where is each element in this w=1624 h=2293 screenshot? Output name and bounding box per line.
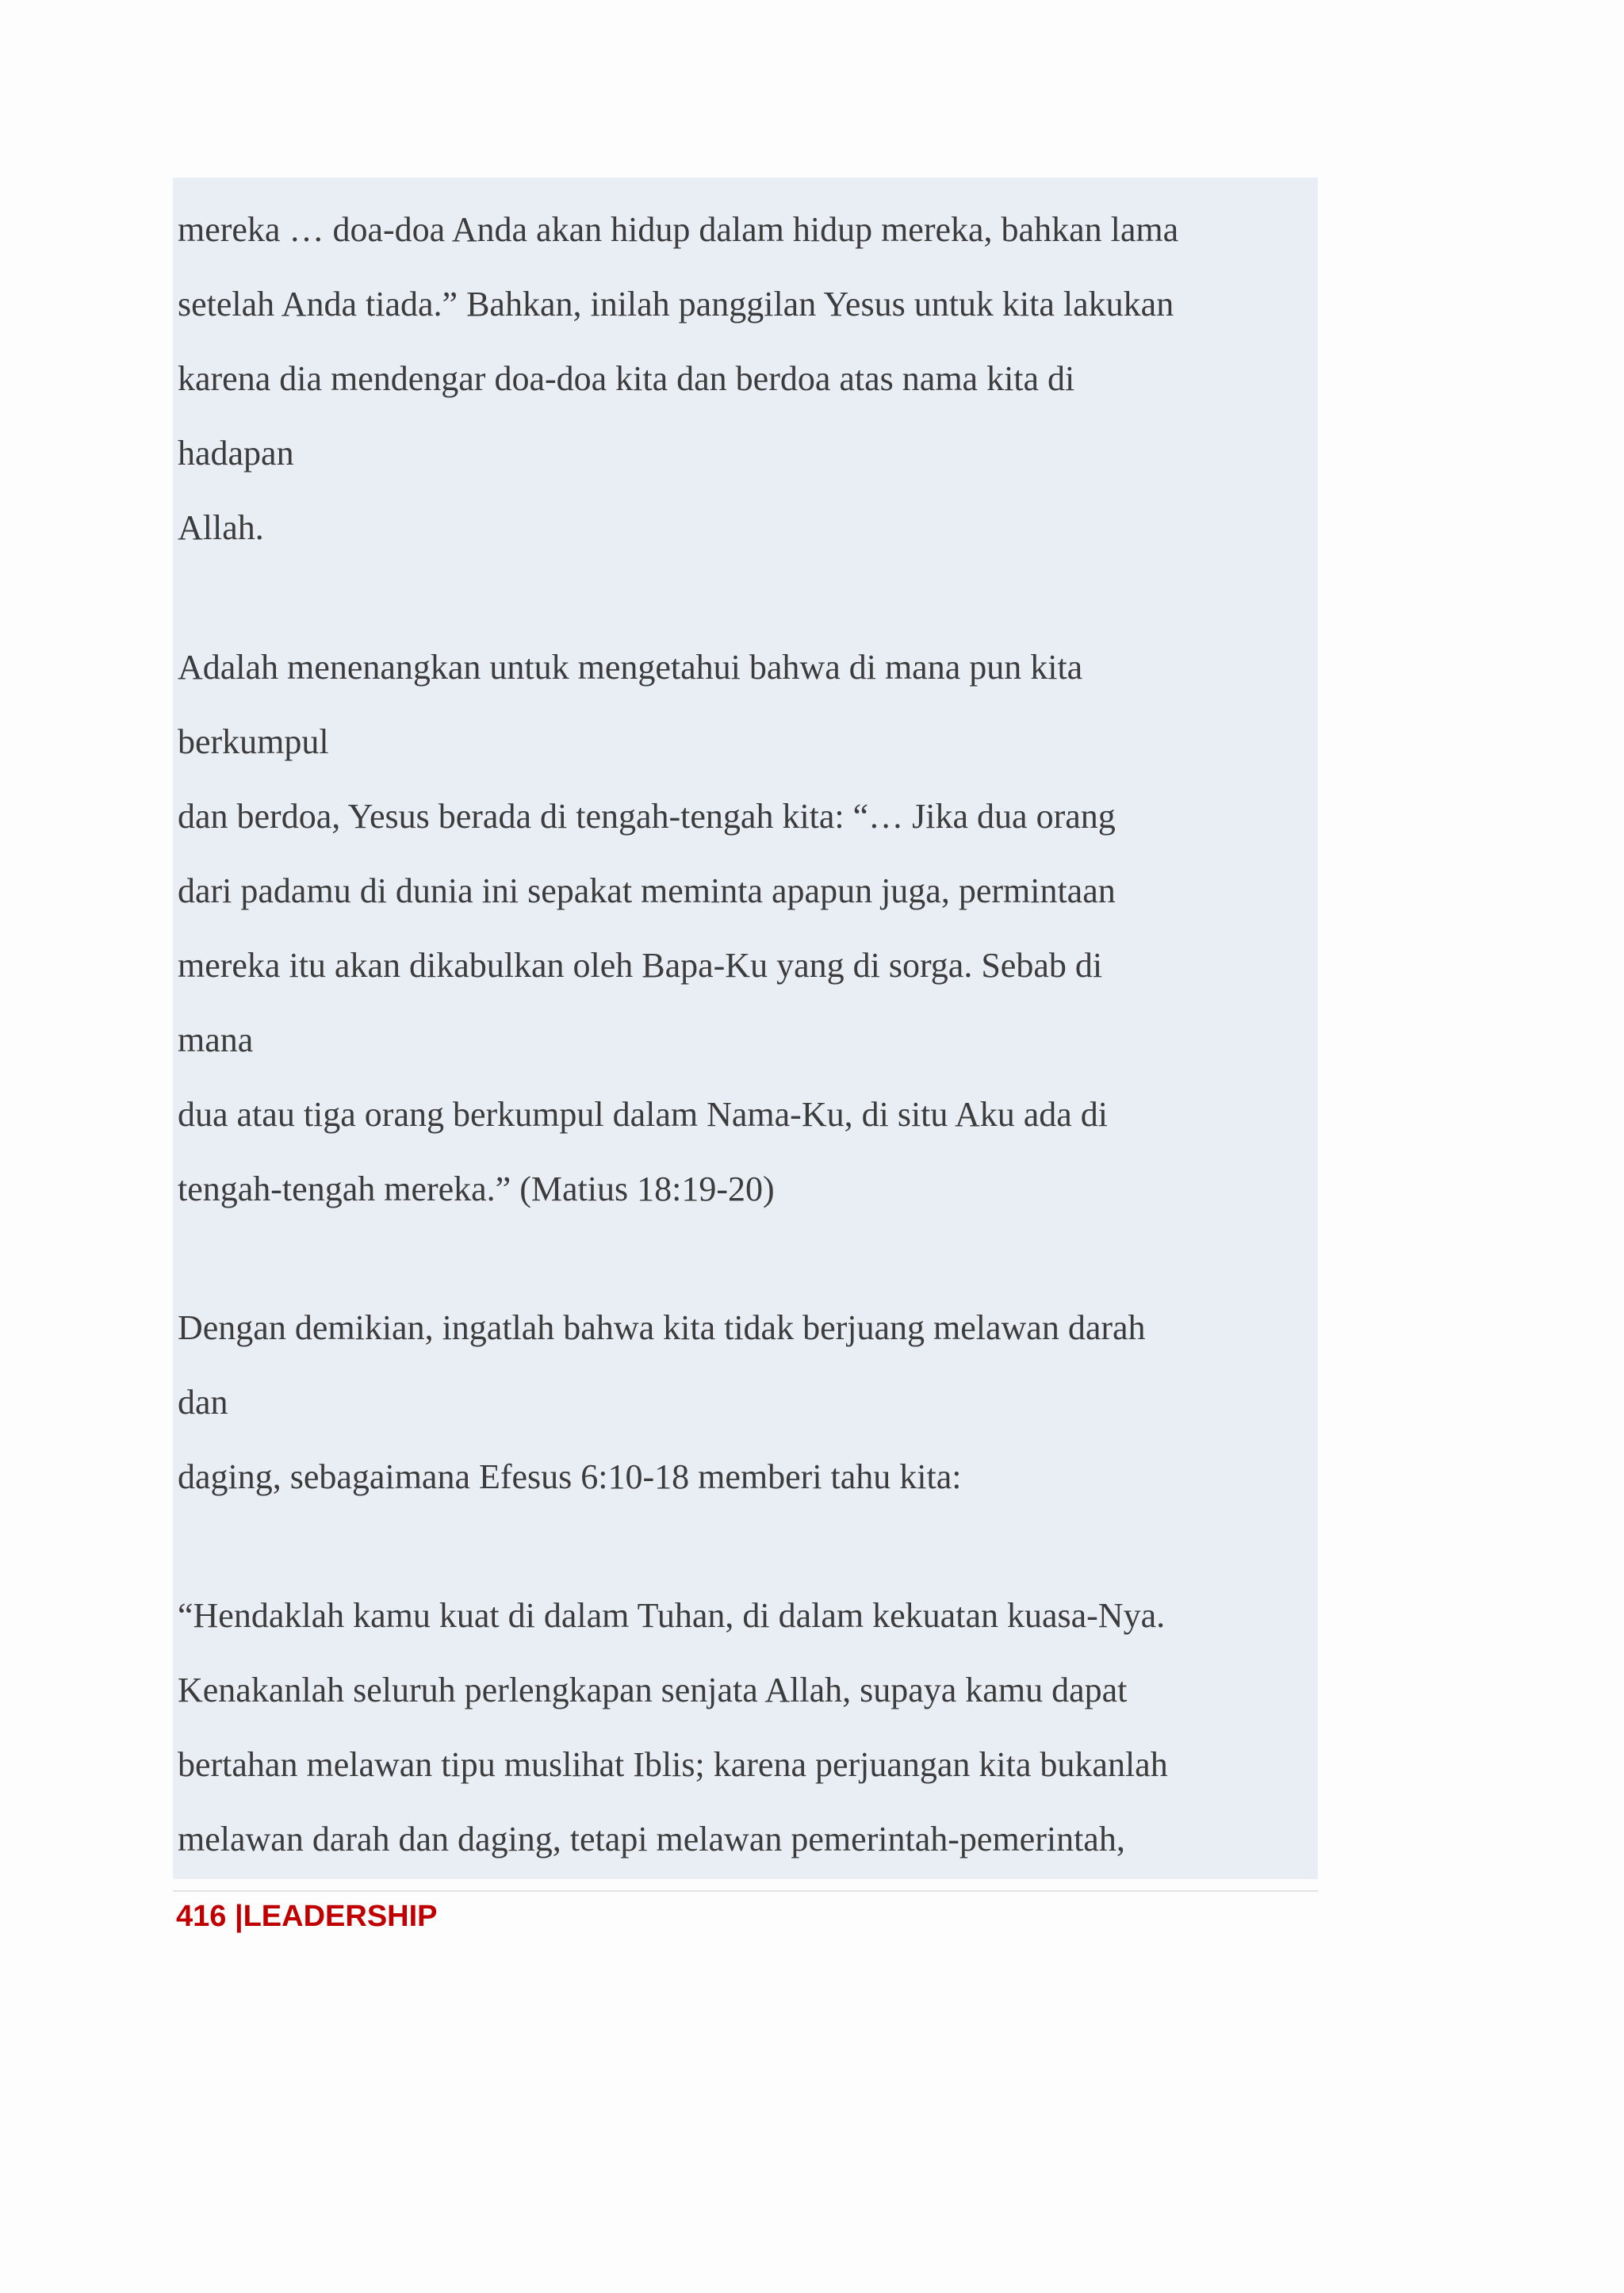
body-line: Adalah menenangkan untuk mengetahui bahwa di mana pun kita (178, 648, 1083, 687)
body-line: hadapan (178, 434, 294, 473)
body-line: dan berdoa, Yesus berada di tengah-tengah kita: “… Jika dua orang (178, 797, 1116, 836)
body-line: mana (178, 1020, 254, 1059)
body-line: dan (178, 1383, 228, 1422)
footer-divider (173, 1890, 1318, 1892)
body-line: “Hendaklah kamu kuat di dalam Tuhan, di dalam kekuatan kuasa-Nya. (178, 1596, 1166, 1635)
body-line: karena dia mendengar doa-doa kita dan berdoa atas nama kita di (178, 359, 1075, 398)
body-line: Allah. (178, 508, 264, 547)
body-line: Dengan demikian, ingatlah bahwa kita tidak berjuang melawan darah (178, 1308, 1146, 1347)
body-line: mereka … doa-doa Anda akan hidup dalam hidup mereka, bahkan lama (178, 210, 1179, 249)
body-line: daging, sebagaimana Efesus 6:10-18 memberi tahu kita: (178, 1457, 962, 1496)
body-line: Kenakanlah seluruh perlengkapan senjata Allah, supaya kamu dapat (178, 1671, 1128, 1709)
body-line: mereka itu akan dikabulkan oleh Bapa-Ku yang di sorga. Sebab di (178, 946, 1103, 985)
body-line: dua atau tiga orang berkumpul dalam Nama-Ku, di situ Aku ada di (178, 1095, 1109, 1134)
body-line: setelah Anda tiada.” Bahkan, inilah panggilan Yesus untuk kita lakukan (178, 285, 1174, 323)
page-footer-label: 416 |LEADERSHIP (176, 1900, 438, 1933)
body-line: tengah-tengah mereka.” (Matius 18:19-20) (178, 1169, 775, 1208)
body-line: melawan darah dan daging, tetapi melawan pemerintah-pemerintah, (178, 1820, 1125, 1859)
body-line: dari padamu di dunia ini sepakat meminta apapun juga, permintaan (178, 871, 1116, 910)
body-line: bertahan melawan tipu muslihat Iblis; karena perjuangan kita bukanlah (178, 1745, 1168, 1784)
body-line: berkumpul (178, 722, 329, 761)
highlighted-text-block (173, 178, 1318, 1879)
